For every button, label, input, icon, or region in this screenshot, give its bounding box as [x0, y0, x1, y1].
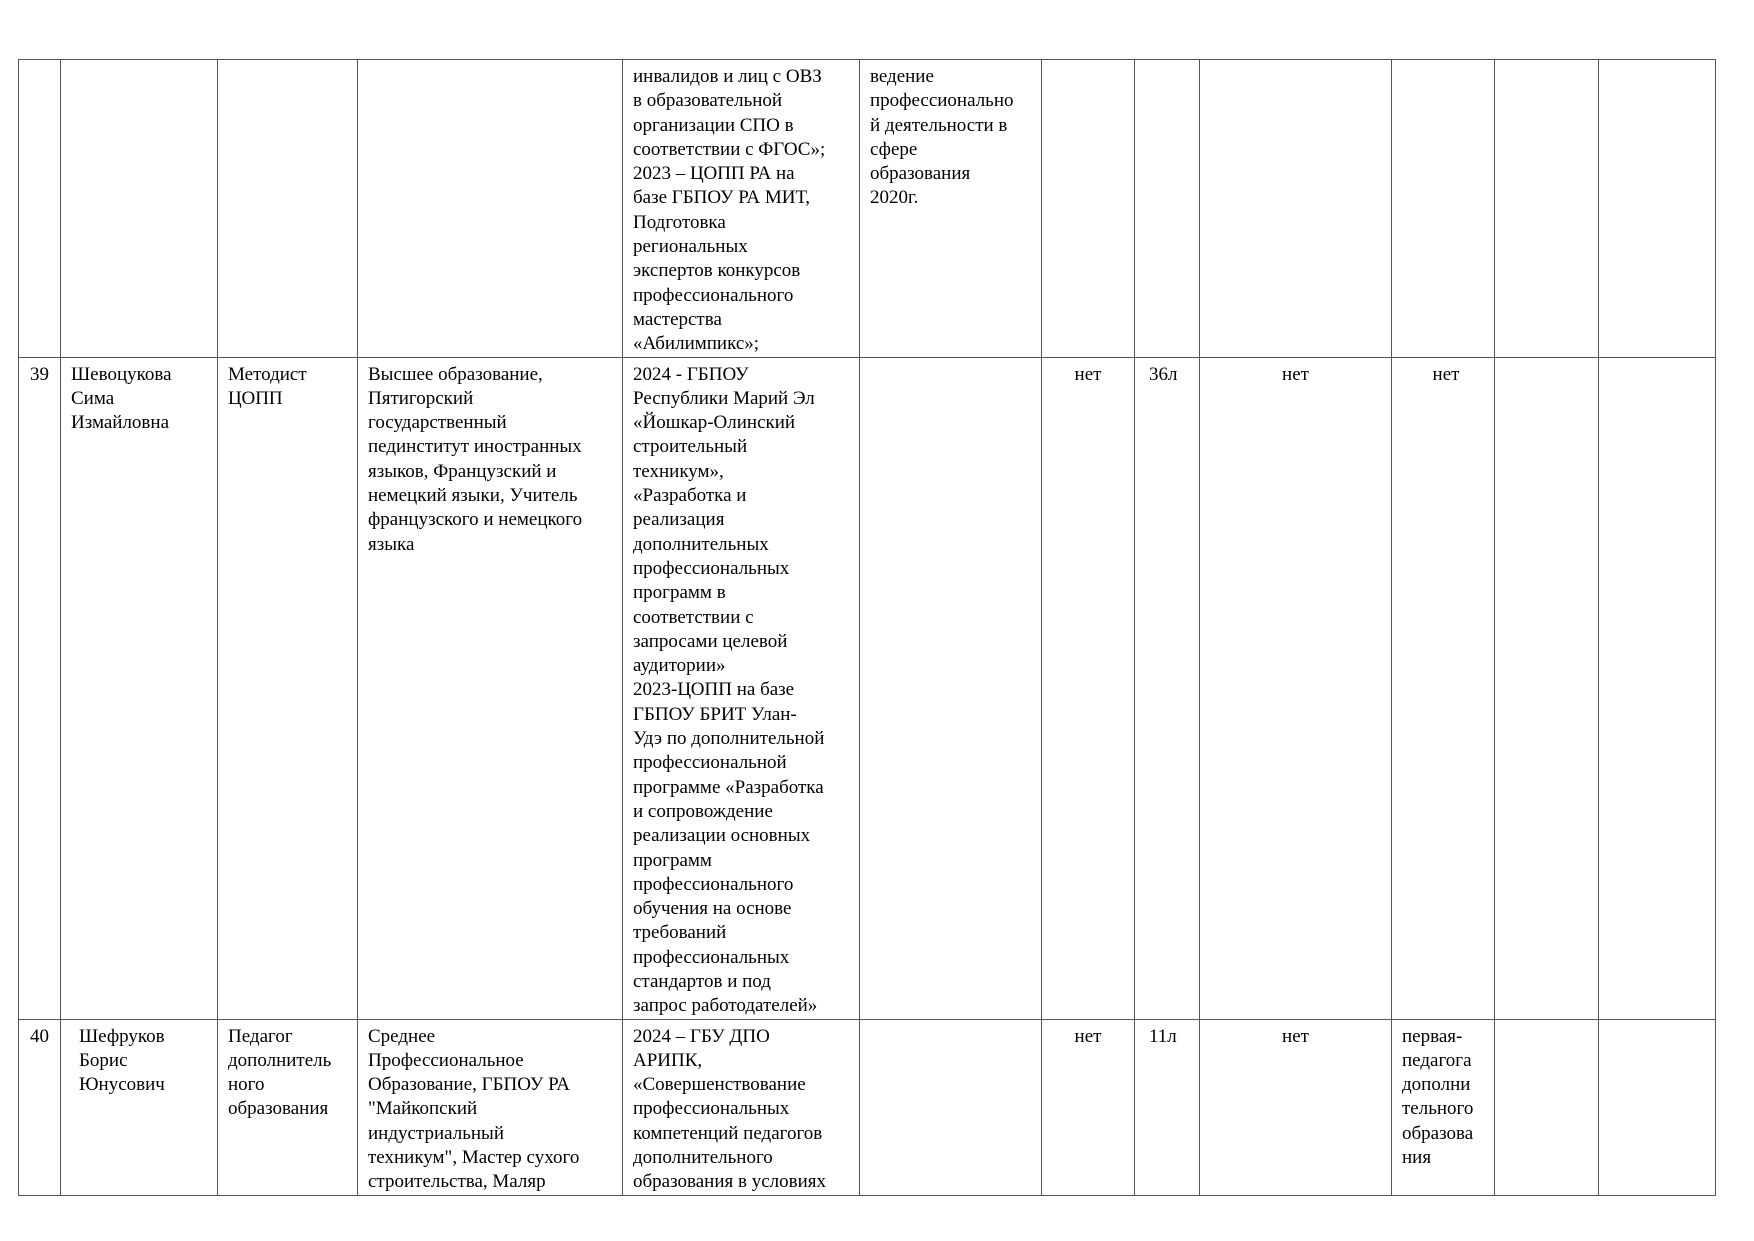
position-line: Педагог: [228, 1025, 293, 1047]
qualification-courses-line: и сопровождение: [633, 800, 773, 822]
row-number-text: 39: [30, 363, 49, 385]
degree-text: нет: [1074, 1025, 1102, 1047]
education-line: Образование, ГБПОУ РА: [368, 1074, 570, 1096]
qualification-courses-line: строительный: [633, 436, 748, 458]
degree-cell: [1042, 60, 1135, 358]
education-cell: [358, 60, 623, 358]
degree-text: нет: [1074, 363, 1102, 385]
extra-cell-2: [1599, 1019, 1716, 1195]
qualification-courses-cell: [623, 60, 860, 358]
education-line: языков, Французский и: [368, 460, 557, 482]
position-line: образования: [228, 1098, 329, 1120]
experience-cell: [1135, 60, 1200, 358]
position-cell: [218, 60, 358, 358]
category-cell: [1392, 1019, 1495, 1195]
education-line: языка: [368, 533, 415, 555]
retraining-line: профессионально: [870, 90, 1014, 112]
education-line: немецкий языки, Учитель: [368, 485, 578, 507]
qualification-courses-line: обучения на основе: [633, 898, 792, 920]
retraining-line: образования: [870, 163, 971, 185]
extra-cell-1: [1495, 1019, 1599, 1195]
retraining-line: сфере: [870, 138, 918, 160]
experience-cell: [1135, 357, 1200, 1019]
qualification-courses-line: программе «Разработка: [633, 776, 824, 798]
qualification-courses-line: профессионального: [633, 873, 794, 895]
qualification-courses-line: региональных: [633, 236, 748, 258]
qualification-courses-line: Республики Марий Эл: [633, 387, 815, 409]
retraining-cell: [860, 60, 1042, 358]
experience-text: 11л: [1149, 1025, 1177, 1047]
education-line: Пятигорский: [368, 387, 474, 409]
full-name-line: Шефруков: [79, 1025, 165, 1047]
retraining-line: 2020г.: [870, 187, 919, 209]
qualification-courses-line: программ в: [633, 582, 726, 604]
qualification-courses-line: запрос работодателей»: [633, 995, 818, 1017]
qualification-courses-line: 2024 - ГБПОУ: [633, 363, 749, 385]
title-cell: [1200, 60, 1392, 358]
qualification-courses-line: профессиональных: [633, 946, 790, 968]
qualification-courses-line: в образовательной: [633, 90, 783, 112]
qualification-courses-line: профессионального: [633, 284, 794, 306]
qualification-courses-line: «Абилимпикс»;: [633, 333, 760, 355]
full-name-line: Сима: [71, 387, 115, 409]
qualification-courses-line: соответствии с ФГОС»;: [633, 138, 826, 160]
position-line: ного: [228, 1074, 265, 1096]
category-line: педагога: [1402, 1049, 1472, 1071]
qualification-courses-line: соответствии с: [633, 606, 754, 628]
qualification-courses-line: инвалидов и лиц с ОВЗ: [633, 66, 822, 87]
education-line: французского и немецкого: [368, 509, 583, 531]
row-number-cell: [19, 60, 61, 358]
education-cell: [358, 357, 623, 1019]
qualification-courses-line: 2024 – ГБУ ДПО: [633, 1025, 770, 1047]
qualification-courses-line: 2023-ЦОПП на базе: [633, 679, 795, 701]
qualification-courses-line: стандартов и под: [633, 970, 771, 992]
retraining-line: ведение: [870, 66, 934, 87]
title-cell: [1200, 1019, 1392, 1195]
qualification-courses-line: техникум»,: [633, 460, 724, 482]
table-row: [19, 357, 1716, 1019]
qualification-courses-line: Удэ по дополнительной: [633, 728, 825, 750]
position-cell: [218, 1019, 358, 1195]
education-line: Среднее: [368, 1025, 436, 1047]
category-line: дополни: [1402, 1074, 1471, 1096]
qualification-courses-line: образования в условиях: [633, 1171, 826, 1193]
extra-cell-2: [1599, 60, 1716, 358]
position-line: ЦОПП: [228, 387, 283, 409]
qualification-courses-line: профессиональных: [633, 557, 790, 579]
qualification-courses-line: дополнительных: [633, 533, 769, 555]
full-name-cell: [61, 60, 218, 358]
education-line: Высшее образование,: [368, 363, 543, 385]
education-line: индустриальный: [368, 1122, 504, 1144]
qualification-courses-line: 2023 – ЦОПП РА на: [633, 163, 795, 185]
category-cell: [1392, 357, 1495, 1019]
title-cell: [1200, 357, 1392, 1019]
category-line: первая-: [1402, 1025, 1463, 1047]
category-line: ния: [1402, 1147, 1432, 1169]
degree-cell: [1042, 1019, 1135, 1195]
extra-cell-1: [1495, 357, 1599, 1019]
qualification-courses-line: «Йошкар-Олинский: [633, 412, 796, 434]
qualification-courses-line: дополнительного: [633, 1147, 773, 1169]
extra-cell-2: [1599, 357, 1716, 1019]
row-number-cell: [19, 1019, 61, 1195]
category-line: образова: [1402, 1122, 1474, 1144]
full-name-line: Измайловна: [71, 412, 170, 434]
education-line: государственный: [368, 412, 507, 434]
qualification-courses-cell: [623, 1019, 860, 1195]
qualification-courses-line: АРИПК,: [633, 1049, 703, 1071]
staff-table: [18, 59, 1716, 1196]
title-text: нет: [1282, 363, 1309, 385]
qualification-courses-line: профессиональной: [633, 752, 787, 774]
full-name-line: Юнусович: [79, 1074, 165, 1096]
position-line: Методист: [228, 363, 307, 385]
qualification-courses-line: реализация: [633, 509, 725, 531]
qualification-courses-line: компетенций педагогов: [633, 1122, 823, 1144]
full-name-cell: [61, 357, 218, 1019]
full-name-cell: [61, 1019, 218, 1195]
education-line: техникум", Мастер сухого: [368, 1147, 580, 1169]
retraining-cell: [860, 357, 1042, 1019]
qualification-courses-line: «Совершенствование: [633, 1074, 806, 1096]
experience-text: 36л: [1149, 363, 1178, 385]
retraining-cell: [860, 1019, 1042, 1195]
category-line: тельного: [1402, 1098, 1474, 1120]
position-line: дополнитель: [228, 1049, 332, 1071]
qualification-courses-line: мастерства: [633, 308, 722, 330]
qualification-courses-line: требований: [633, 922, 727, 944]
row-number-cell: [19, 357, 61, 1019]
qualification-courses-line: профессиональных: [633, 1098, 790, 1120]
full-name-line: Борис: [79, 1049, 128, 1071]
extra-cell-1: [1495, 60, 1599, 358]
education-line: пединститут иностранных: [368, 436, 582, 458]
table-row: [19, 1019, 1716, 1195]
title-text: нет: [1282, 1025, 1309, 1047]
qualification-courses-line: аудитории»: [633, 655, 726, 677]
qualification-courses-line: организации СПО в: [633, 114, 794, 136]
qualification-courses-line: программ: [633, 849, 712, 871]
row-number-text: 40: [30, 1025, 49, 1047]
education-line: "Майкопский: [368, 1098, 478, 1120]
retraining-line: й деятельности в: [870, 114, 1008, 136]
table-row: [19, 60, 1716, 358]
qualification-courses-line: реализации основных: [633, 825, 811, 847]
degree-cell: [1042, 357, 1135, 1019]
qualification-courses-line: базе ГБПОУ РА МИТ,: [633, 187, 810, 209]
education-line: строительства, Маляр: [368, 1171, 546, 1193]
category-line: нет: [1432, 363, 1460, 385]
category-cell: [1392, 60, 1495, 358]
position-cell: [218, 357, 358, 1019]
education-line: Профессиональное: [368, 1049, 524, 1071]
full-name-line: Шевоцукова: [71, 363, 172, 385]
qualification-courses-line: ГБПОУ БРИТ Улан-: [633, 703, 797, 725]
qualification-courses-line: «Разработка и: [633, 485, 747, 507]
qualification-courses-line: запросами целевой: [633, 630, 788, 652]
qualification-courses-line: Подготовка: [633, 211, 726, 233]
education-cell: [358, 1019, 623, 1195]
experience-cell: [1135, 1019, 1200, 1195]
qualification-courses-line: экспертов конкурсов: [633, 260, 801, 282]
qualification-courses-cell: [623, 357, 860, 1019]
